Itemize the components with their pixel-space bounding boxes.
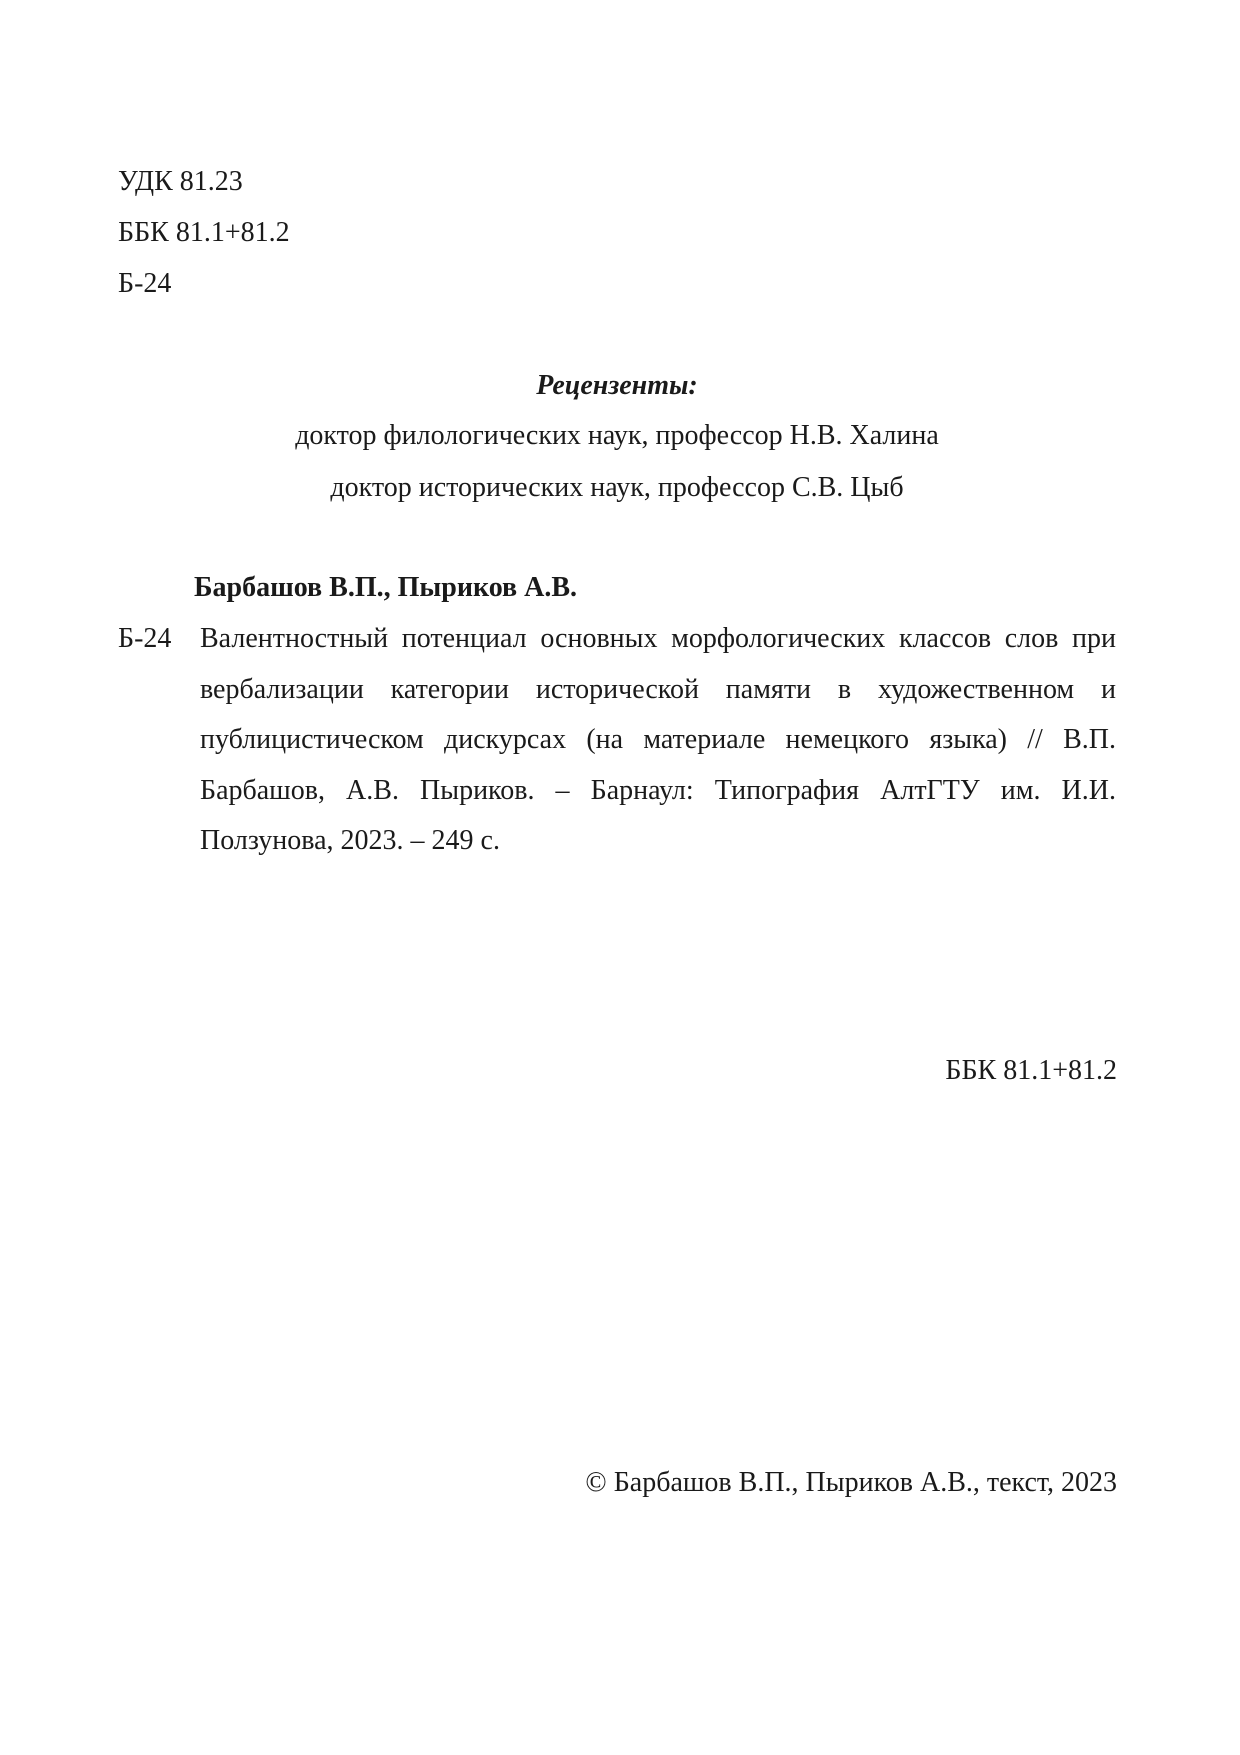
entry-authors: Барбашов В.П., Пыриков А.В. [194,572,578,603]
bbk-code: ББК 81.1+81.2 [118,217,290,248]
bbk-index-right: ББК 81.1+81.2 [945,1055,1117,1086]
reviewer-1: доктор филологических наук, профессор Н.В. Халина [295,420,939,451]
udk-code: УДК 81.23 [118,166,243,197]
bibliographic-entry [118,625,1116,867]
reviewers-title: Рецензенты: [536,370,698,401]
author-mark: Б-24 [118,268,172,299]
entry-description: Валентностный потенциал основных морфологических классов слов при вербализации категории исторической памяти в художественном и публицистическом дискурсах (на материале немецкого языка) // В.П. Барбашов, А.В. Пыриков. – Барнаул: Типография АлтГТУ им. И.И. Ползунова, 2023. – 249 с. [200,623,1116,856]
classification-codes [118,168,290,321]
copyright-notice: © Барбашов В.П., Пыриков А.В., текст, 2023 [585,1467,1117,1498]
reviewer-2: доктор исторических наук, профессор С.В. Цыб [330,472,904,503]
entry-code: Б-24 [118,623,172,654]
reviewers-block [118,372,1116,526]
